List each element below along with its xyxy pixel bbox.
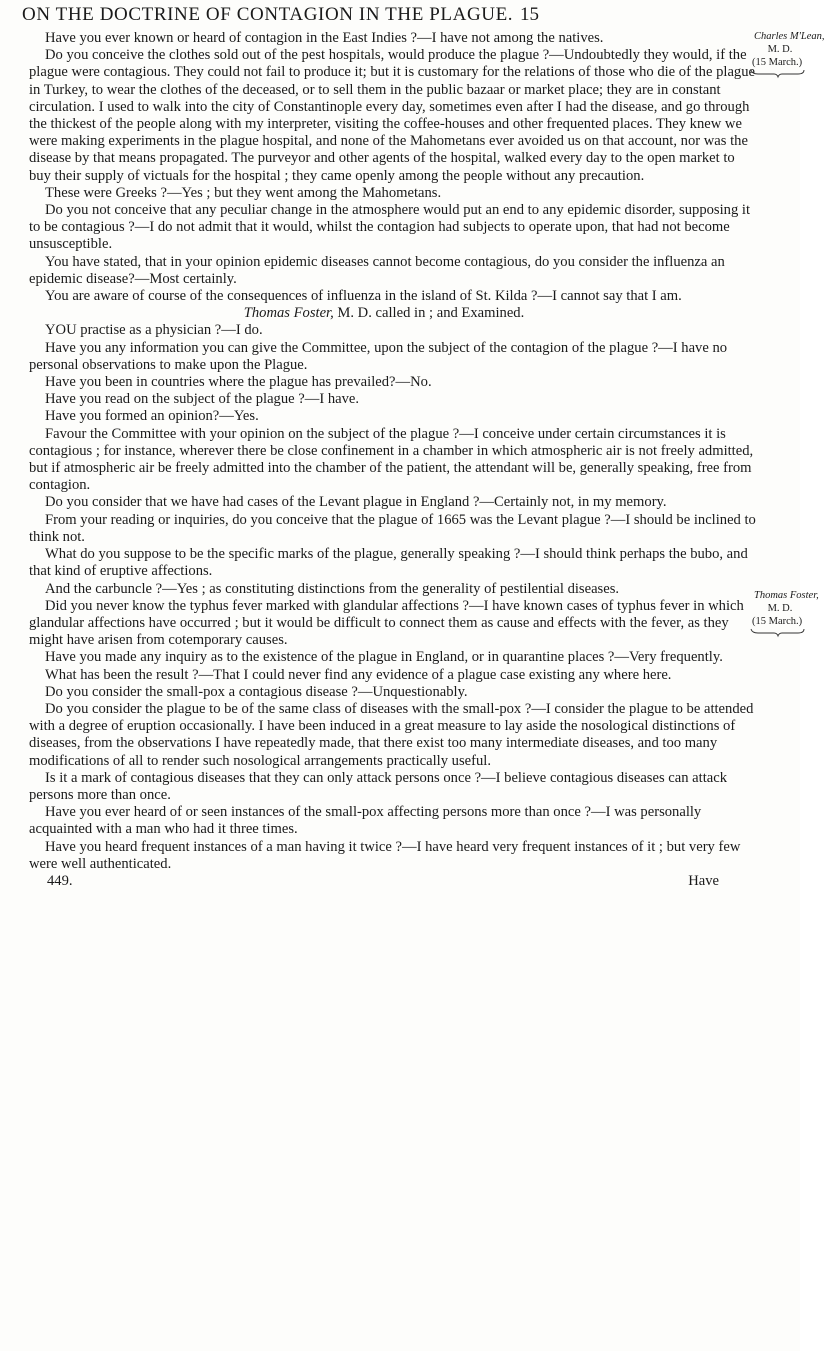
paragraph: Have you ever heard of or seen instances of the small-pox affecting persons more than once ?—I was personally acquainted with a man who had it three times. bbox=[29, 804, 702, 838]
paragraph: Have you read on the subject of the plague ?—I have. bbox=[45, 391, 360, 408]
witness-heading bbox=[29, 305, 759, 322]
paragraph: Have you been in countries where the plague has prevailed?—No. bbox=[45, 374, 432, 391]
margin-note-date: (15 March.) bbox=[752, 57, 803, 68]
page-number: 15 bbox=[520, 4, 539, 25]
signature-mark: 449. bbox=[47, 872, 73, 889]
running-head: ON THE DOCTRINE OF CONTAGION IN THE PLAGUE. bbox=[22, 4, 514, 25]
paragraph: Do you conceive the clothes sold out of the pest hospitals, would produce the plague ?—Undoubtedly they would, if the plague were contagious. They could not fail to produce it; but it is customary for the relations of those who die of the plague in Turkey, to wear the clothes of the deceased, or to sell them in the public bazaar or market place; they are in constant circulation. I used to walk into the city of Constantinople every day, sometimes even after I had the disease, and go through the thickest of the people along with my interpreter, visiting the coffee-houses and other frequented places. They knew we were making experiments in the plague hospital, and none of the Mahometans ever avoided us on that account, nor was the disease by that means propagated. The purveyor and other agents of the hospital, walked every day to the open market to buy their supply of victuals for the hospital ; they came openly among the people without any precaution. bbox=[29, 47, 755, 184]
paragraph: Have you ever known or heard of contagion in the East Indies ?—I have not among the natives. bbox=[45, 30, 604, 46]
paragraph: And the carbuncle ?—Yes ; as constituting distinctions from the generality of pestilential diseases. bbox=[45, 580, 620, 597]
paragraph: What do you suppose to be the specific marks of the plague, generally speaking ?—I should think perhaps the bubo, and that kind of eruptive affections. bbox=[29, 546, 748, 580]
body-text bbox=[29, 30, 759, 890]
margin-note-mclean bbox=[752, 30, 825, 77]
margin-note-date: (15 March.) bbox=[752, 616, 803, 627]
margin-note-name: Thomas Foster, bbox=[754, 590, 819, 601]
paragraph: Have you formed an opinion?—Yes. bbox=[45, 408, 259, 425]
paragraph: From your reading or inquiries, do you conceive that the plague of 1665 was the Levant plague ?—I should be inclined to think not. bbox=[29, 511, 756, 545]
paragraph: Have you made any inquiry as to the existence of the plague in England, or in quarantine places ?—Very frequently. bbox=[45, 649, 723, 666]
paragraph: Have you any information you can give the Committee, upon the subject of the contagion of the plague ?—I have no personal observations to make upon the Plague. bbox=[29, 339, 728, 373]
paragraph: Do you not conceive that any peculiar change in the atmosphere would put an end to any epidemic disorder, supposing it to be contagious ?—I do not admit that it would, whilst the contagion had subjects to operate upon, that had not become unsusceptible. bbox=[29, 202, 750, 253]
paragraph: These were Greeks ?—Yes ; but they went among the Mahometans. bbox=[45, 184, 442, 201]
paragraph: Did you never know the typhus fever marked with glandular affections ?—I have known cases of typhus fever in which glandular affections have occurred ; but it would be difficult to connect them as cause and effects with the fever, as they might have arisen from cotemporary causes. bbox=[29, 597, 744, 649]
witness-name: Thomas Foster, bbox=[243, 305, 334, 322]
paragraph: Do you consider that we have had cases of the Levant plague in England ?—Certainly not, in my memory. bbox=[45, 494, 667, 511]
paragraph: Have you heard frequent instances of a man having it twice ?—I have heard very frequent instances of it ; but very few were well authenticated. bbox=[29, 838, 741, 872]
page-footer bbox=[29, 873, 759, 890]
margin-note-name: Charles M'Lean, bbox=[754, 31, 825, 42]
paragraph: You have stated, that in your opinion epidemic diseases cannot become contagious, do you consider the influenza an epidemic disease?—Most certainly. bbox=[29, 253, 725, 287]
paragraph: What has been the result ?—That I could never find any evidence of a plague case existing any where here. bbox=[45, 666, 672, 683]
paragraph: YOU practise as a physician ?—I do. bbox=[45, 322, 263, 339]
paragraph: Favour the Committee with your opinion on the subject of the plague ?—I conceive under certain circumstances it is contagious ; for instance, wherever there be close confinement in a chamber in which atmospheric air is not freely admitted, but if atmospheric air be freely admitted into the chamber of the patient, the attendant will be, generally speaking, free from contagion. bbox=[29, 425, 754, 494]
margin-note-degree: M. D. bbox=[767, 603, 793, 614]
margin-note-degree: M. D. bbox=[767, 44, 793, 55]
paragraph: You are aware of course of the consequences of influenza in the island of St. Kilda ?—I cannot say that I am. bbox=[45, 288, 682, 305]
witness-heading-rest: M. D. called in ; and Examined. bbox=[333, 305, 525, 322]
paragraph: Do you consider the plague to be of the same class of diseases with the small-pox ?—I consider the plague to be attended with a degree of eruption occasionally. I have been induced in a great measure to lay aside the nosological distinctions of diseases, from the observations I have repeatedly made, that there exist too many intermediate diseases, and too many modifications of all to render such nosological arrangements practically useful. bbox=[29, 700, 754, 769]
paragraph: Is it a mark of contagious diseases that they can only attack persons once ?—I believe contagious diseases can attack persons more than once. bbox=[29, 769, 728, 803]
paragraph: Do you consider the small-pox a contagious disease ?—Unquestionably. bbox=[45, 683, 468, 700]
margin-note-foster bbox=[752, 589, 819, 636]
catchword: Have bbox=[688, 872, 719, 889]
page-header bbox=[0, 4, 800, 30]
